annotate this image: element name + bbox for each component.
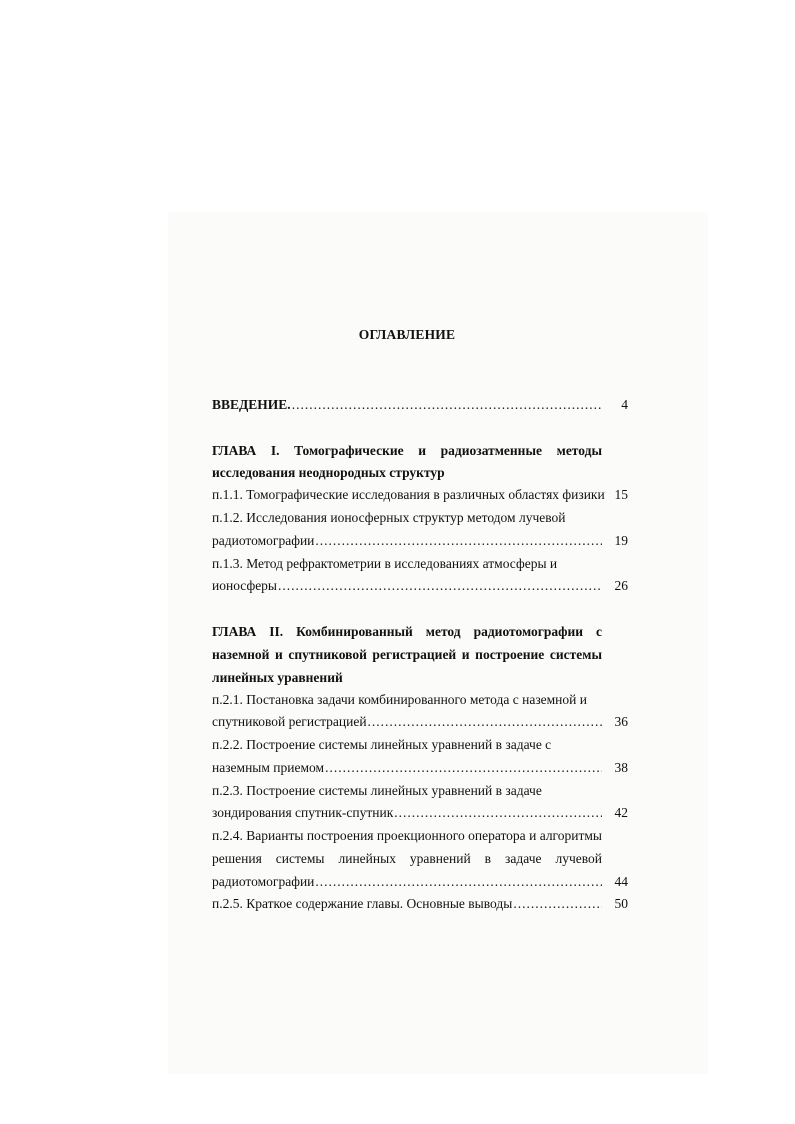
toc-item-1-3-page: 26 <box>614 578 628 593</box>
toc-intro-page: 4 <box>621 397 628 412</box>
toc-item-2-4-label: радиотомографии <box>212 874 315 889</box>
toc-item-2-3-line1[interactable]: п.2.3. Построение системы линейных уравнений в задаче <box>212 783 542 798</box>
toc-item-2-4-line3[interactable] <box>212 871 602 893</box>
toc-item-2-4-line1[interactable]: п.2.4. Варианты построения проекционного оператора и алгоритмы <box>212 828 602 843</box>
chapter2-heading-line3[interactable]: линейных уравнений <box>212 670 343 685</box>
toc-item-2-3-page: 42 <box>614 805 628 820</box>
toc-item-1-1[interactable]: п.1.1. Томографические исследования в различных областях физики <box>212 487 605 502</box>
dot-leader <box>513 893 602 915</box>
toc-item-2-3-line2[interactable] <box>212 802 602 824</box>
toc-item-2-2-page: 38 <box>614 760 628 775</box>
toc-item-1-2-label: радиотомографии <box>212 533 315 548</box>
toc-item-2-2-label: наземным приемом <box>212 760 325 775</box>
toc-item-1-2-line2[interactable] <box>212 530 602 552</box>
chapter2-heading-line2[interactable]: наземной и спутниковой регистрацией и построение системы <box>212 647 602 662</box>
toc-intro-entry[interactable] <box>212 394 602 416</box>
toc-item-1-2-page: 19 <box>614 533 628 548</box>
dot-leader <box>315 871 602 893</box>
toc-item-1-2-line1[interactable]: п.1.2. Исследования ионосферных структур методом лучевой <box>212 510 566 525</box>
chapter1-heading-line1[interactable]: ГЛАВА I. Томографические и радиозатменные методы <box>212 443 602 458</box>
dot-leader <box>394 802 602 824</box>
toc-item-2-2-line1[interactable]: п.2.2. Построение системы линейных уравнений в задаче с <box>212 737 552 752</box>
toc-item-2-1-label: спутниковой регистрацией <box>212 714 367 729</box>
toc-item-2-4-page: 44 <box>614 874 628 889</box>
chapter1-heading-line2[interactable]: исследования неоднородных структур <box>212 465 445 480</box>
toc-item-2-2-line2[interactable] <box>212 757 602 779</box>
toc-intro-label: ВВЕДЕНИЕ. <box>212 397 291 412</box>
dot-leader <box>315 530 602 552</box>
toc-item-2-5-label: п.2.5. Краткое содержание главы. Основные выводы <box>212 896 513 911</box>
dot-leader <box>325 757 602 779</box>
toc-item-2-5[interactable] <box>212 893 602 915</box>
toc-item-2-4-line2[interactable]: решения системы линейных уравнений в задаче лучевой <box>212 851 602 866</box>
toc-item-2-1-page: 36 <box>614 714 628 729</box>
chapter2-heading-line1[interactable]: ГЛАВА II. Комбинированный метод радиотомографии с <box>212 624 602 639</box>
toc-item-1-3-line1[interactable]: п.1.3. Метод рефрактометрии в исследованиях атмосферы и <box>212 556 558 571</box>
toc-title: ОГЛАВЛЕНИЕ <box>358 327 456 342</box>
dot-leader <box>278 575 602 597</box>
toc-item-2-1-line1[interactable]: п.2.1. Постановка задачи комбинированного метода с наземной и <box>212 692 587 707</box>
toc-item-1-3-label: ионосферы <box>212 578 278 593</box>
toc-item-2-1-line2[interactable] <box>212 711 602 733</box>
dot-leader <box>368 711 602 733</box>
toc-item-2-3-label: зондирования спутник-спутник <box>212 805 394 820</box>
dot-leader <box>292 394 602 416</box>
toc-item-1-3-line2[interactable] <box>212 575 602 597</box>
toc-item-1-1-page: 15 <box>614 487 628 502</box>
toc-item-2-5-page: 50 <box>614 896 628 911</box>
